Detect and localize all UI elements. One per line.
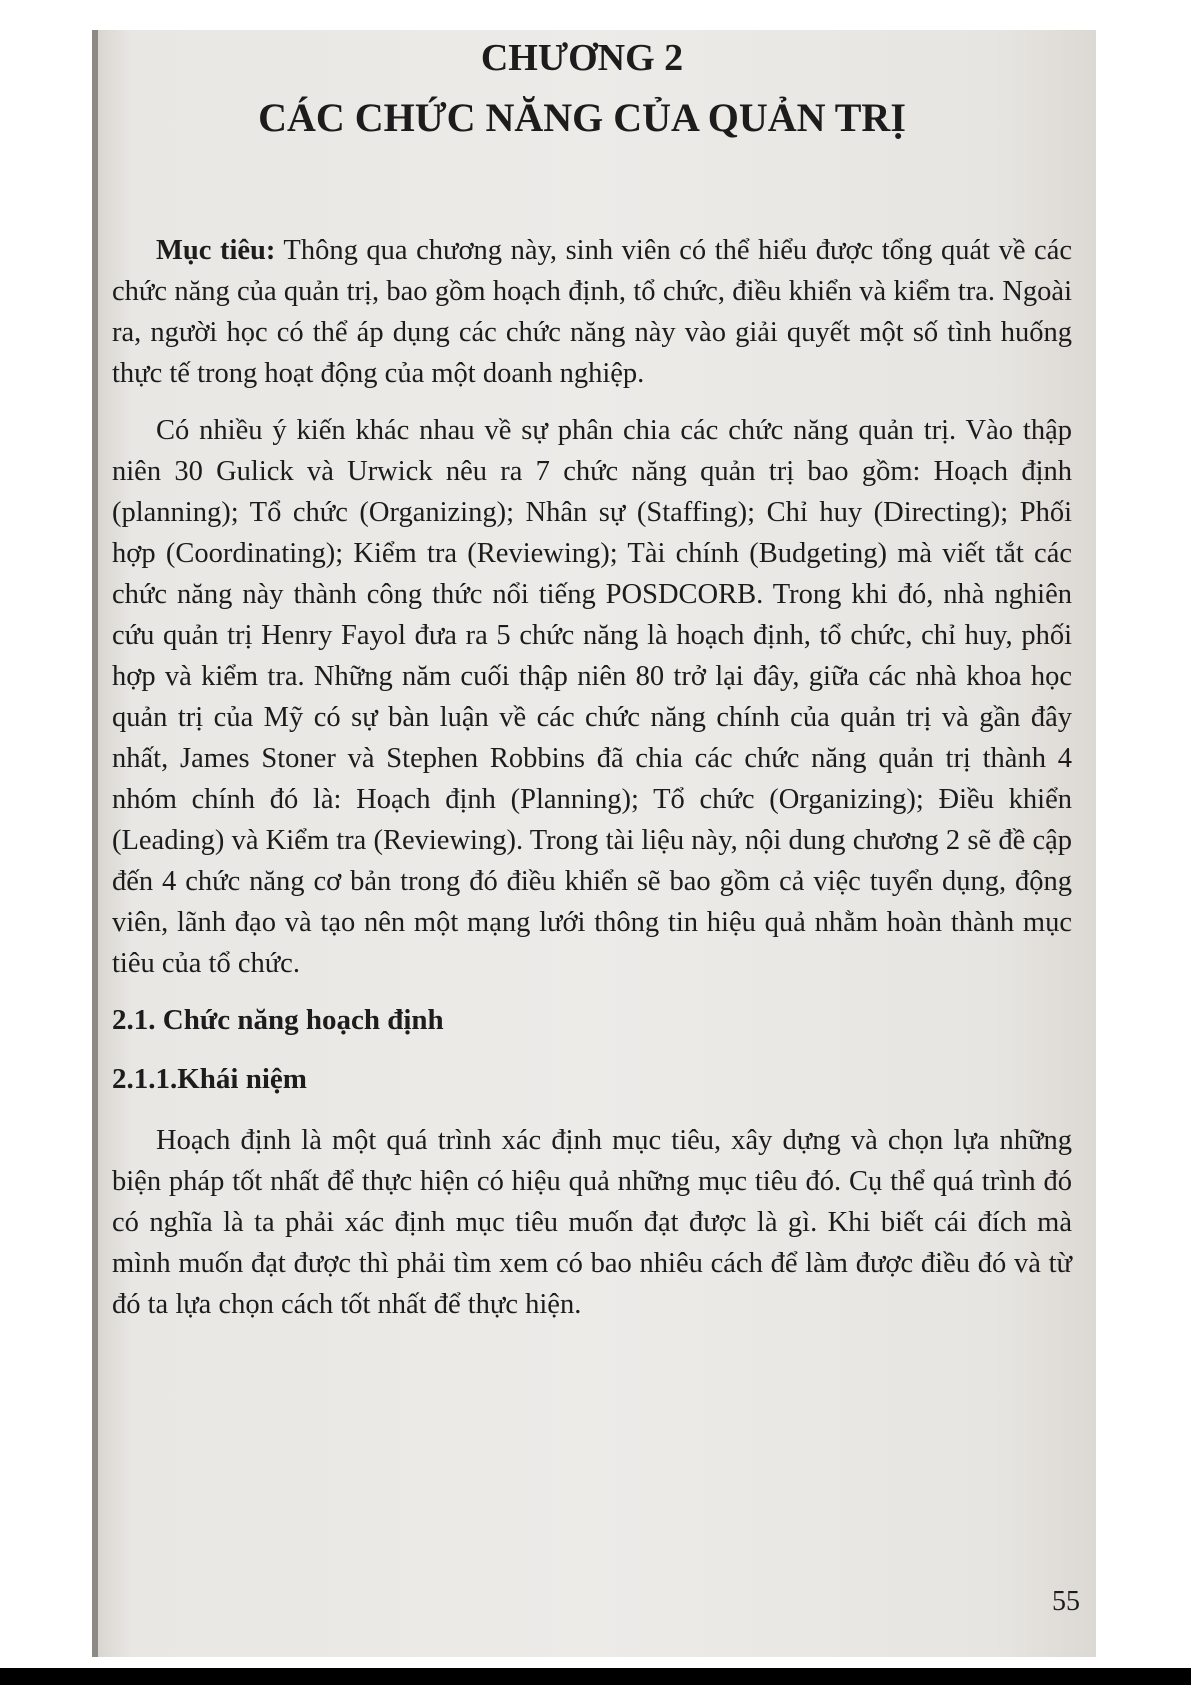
concept-paragraph: Hoạch định là một quá trình xác định mục tiêu, xây dựng và chọn lựa những biện pháp tốt nhất để thực hiện có hiệu quả những mục tiêu đó. Cụ thể quá trình đó có nghĩa là ta phải xác định mục tiêu muốn đạt được là gì. Khi biết cái đích mà mình muốn đạt được thì phải tìm xem có bao nhiêu cách để làm được điều đó và từ đó ta lựa chọn cách tốt nhất để thực hiện. [112,1125,1072,1320]
chapter-title: CÁC CHỨC NĂNG CỦA QUẢN TRỊ [258,95,906,140]
body-text [112,230,1072,1341]
bottom-border [0,1668,1191,1685]
objective-text: Thông qua chương này, sinh viên có thể hiểu được tổng quát về các chức năng của quản trị, bao gồm hoạch định, tổ chức, điều khiển và kiểm tra. Ngoài ra, người học có thể áp dụng các chức năng này vào giải quyết một số tình huống thực tế trong hoạt động của một doanh nghiệp. [112,235,1072,389]
page-number: 55 [1052,1586,1080,1617]
page-binding-shadow [92,30,98,1657]
book-page-photo [92,30,1096,1657]
intro-paragraph: Có nhiều ý kiến khác nhau về sự phân chia các chức năng quản trị. Vào thập niên 30 Gulick và Urwick nêu ra 7 chức năng quản trị bao gồm: Hoạch định (planning); Tổ chức (Organizing); Nhân sự (Staffing); Chỉ huy (Directing); Phối hợp (Coordinating); Kiểm tra (Reviewing); Tài chính (Budgeting) mà viết tắt các chức năng này thành công thức nổi tiếng POSDCORB. Trong khi đó, nhà nghiên cứu quản trị Henry Fayol đưa ra 5 chức năng là hoạch định, tổ chức, chỉ huy, phối hợp và kiểm tra. Những năm cuối thập niên 80 trở lại đây, giữa các nhà khoa học quản trị của Mỹ có sự bàn luận về các chức năng chính của quản trị và gần đây nhất, James Stoner và Stephen Robbins đã chia các chức năng quản trị thành 4 nhóm chính đó là: Hoạch định (Planning); Tổ chức (Organizing); Điều khiển (Leading) và Kiểm tra (Reviewing). Trong tài liệu này, nội dung chương 2 sẽ đề cập đến 4 chức năng cơ bản trong đó điều khiển sẽ bao gồm cả việc tuyển dụng, động viên, lãnh đạo và tạo nên một mạng lưới thông tin hiệu quả nhằm hoàn thành mục tiêu của tổ chức. [112,415,1072,979]
objective-paragraph [112,230,1072,394]
section-heading-2-1-1: 2.1.1.Khái niệm [112,1063,307,1095]
objective-label: Mục tiêu: [156,235,276,266]
section-heading-2-1: 2.1. Chức năng hoạch định [112,1004,444,1036]
chapter-number: CHƯƠNG 2 [480,37,684,79]
